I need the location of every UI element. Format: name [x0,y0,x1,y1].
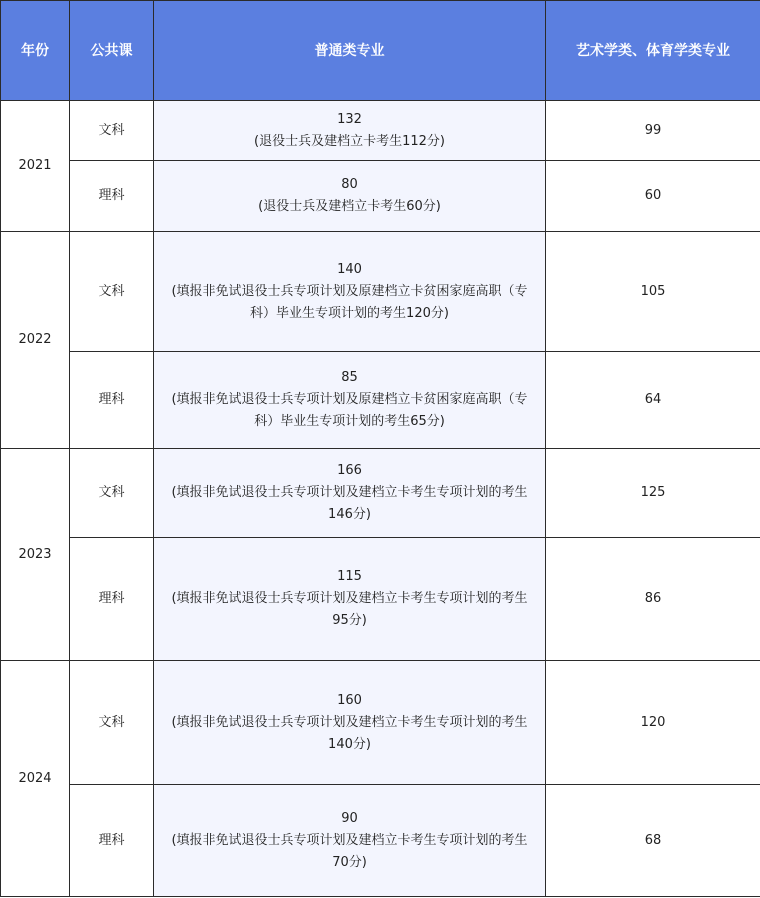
general-cell [154,232,546,352]
general-note: (填报非免试退役士兵专项计划及建档立卡考生专项计划的考生146分) [171,485,528,522]
header-row [1,1,760,101]
general-cell [154,785,546,897]
year-cell: 2023 [1,449,70,661]
art-cell: 105 [546,232,760,352]
general-note: (退役士兵及建档立卡考生60分) [258,199,441,214]
header-art: 艺术学类、体育学类专业 [546,1,760,101]
general-cell [154,101,546,161]
general-score: 90 [341,810,358,826]
subject-cell: 文科 [70,232,154,352]
art-cell: 120 [546,661,760,785]
header-course: 公共课 [70,1,154,101]
art-cell: 125 [546,449,760,538]
subject-cell: 理科 [70,538,154,661]
art-cell: 68 [546,785,760,897]
art-cell: 99 [546,101,760,161]
general-cell [154,449,546,538]
general-score: 132 [337,111,362,127]
header-general: 普通类专业 [154,1,546,101]
general-note: (填报非免试退役士兵专项计划及建档立卡考生专项计划的考生140分) [171,714,528,752]
table-header [1,1,760,101]
general-score: 80 [341,177,358,192]
general-cell [154,161,546,232]
general-score: 160 [337,692,362,708]
table-row [1,101,760,161]
subject-cell: 理科 [70,352,154,449]
subject-cell: 文科 [70,661,154,785]
year-cell: 2024 [1,661,70,897]
table-row [1,232,760,352]
general-cell [154,661,546,785]
general-score: 115 [337,569,362,584]
general-note: (填报非免试退役士兵专项计划及原建档立卡贫困家庭高职（专科）毕业生专项计划的考生65分) [171,392,528,429]
table-row [1,161,760,232]
general-note: (填报非免试退役士兵专项计划及建档立卡考生专项计划的考生95分) [171,591,528,628]
art-cell: 64 [546,352,760,449]
header-year: 年份 [1,1,70,101]
general-score: 140 [337,261,362,277]
general-score: 85 [341,370,358,385]
year-cell: 2022 [1,232,70,449]
table-row [1,785,760,897]
table-row [1,449,760,538]
subject-cell: 理科 [70,785,154,897]
art-cell: 86 [546,538,760,661]
general-note: (填报非免试退役士兵专项计划及原建档立卡贫困家庭高职（专科）毕业生专项计划的考生120分) [171,283,528,321]
table-body [1,101,760,897]
general-cell [154,538,546,661]
general-note: (退役士兵及建档立卡考生112分) [254,133,445,149]
general-note: (填报非免试退役士兵专项计划及建档立卡考生专项计划的考生70分) [171,832,528,870]
subject-cell: 文科 [70,449,154,538]
general-cell [154,352,546,449]
table-row [1,352,760,449]
subject-cell: 理科 [70,161,154,232]
art-cell: 60 [546,161,760,232]
general-score: 166 [337,463,362,478]
subject-cell: 文科 [70,101,154,161]
year-cell: 2021 [1,101,70,232]
table-row [1,661,760,785]
table-row [1,538,760,661]
